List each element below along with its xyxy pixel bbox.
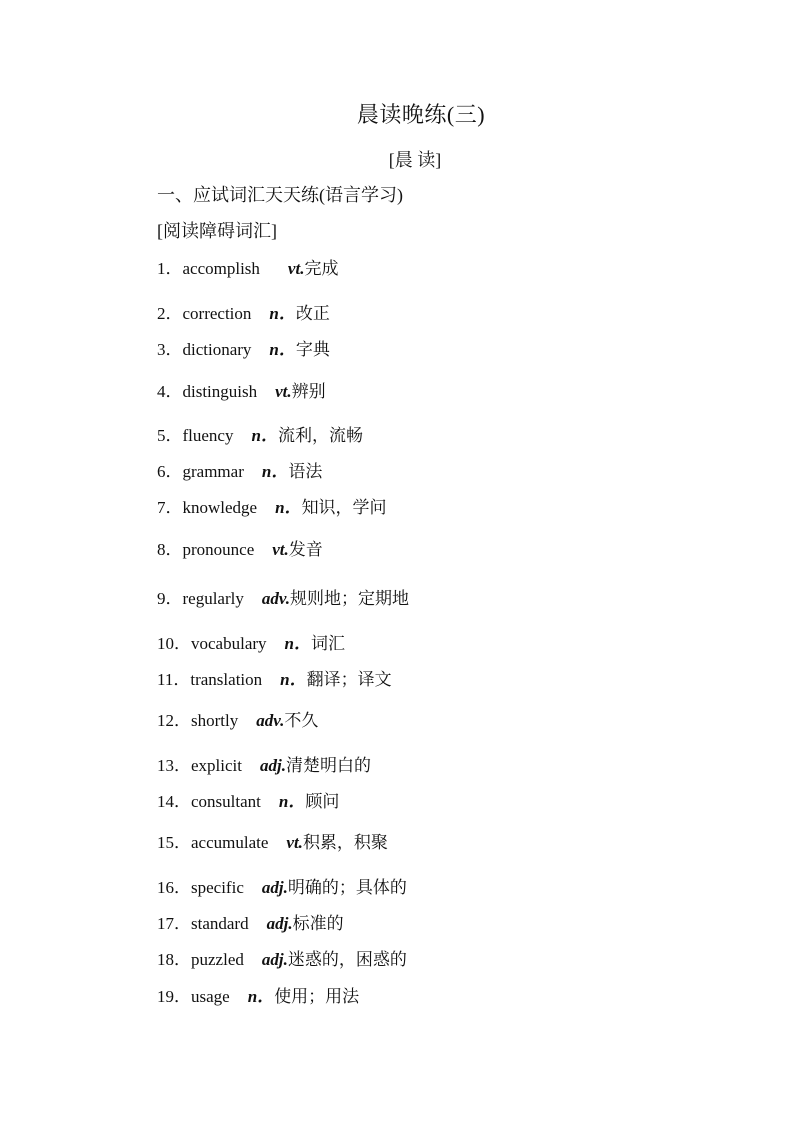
vocab-item [157,497,387,519]
item-number: 4． [157,382,183,401]
item-meaning: 积累，积聚 [302,833,388,852]
item-pos: adj. [261,950,288,969]
vocab-item [157,832,388,854]
item-meaning: 辨别 [291,382,326,401]
vocab-item [157,877,407,899]
item-number: 6． [157,462,183,481]
page-title: 晨读晚练(三) [356,102,486,127]
item-meaning: 翻译；译文 [306,670,392,689]
item-word: knowledge [182,498,258,517]
item-pos: vt. [286,833,303,852]
item-word: usage [191,987,230,1006]
vocab-item [157,986,359,1008]
vocab-item [157,791,339,813]
item-pos: n． [275,498,302,517]
item-meaning: 词汇 [311,634,345,653]
vocab-item [157,303,330,325]
item-number: 14． [157,792,191,811]
item-word: accumulate [191,833,269,852]
vocab-item [157,258,338,280]
item-pos: adv. [256,711,285,730]
vocab-item [157,949,407,971]
item-meaning: 流利，流畅 [277,426,363,445]
item-pos: n． [269,304,296,323]
item-word: regularly [182,589,244,608]
item-word: consultant [191,792,261,811]
item-pos: n． [280,670,307,689]
item-meaning: 迷惑的，困惑的 [287,950,407,969]
item-number: 3． [157,340,183,359]
item-word: grammar [182,462,244,481]
item-pos: adv. [261,589,291,608]
item-number: 19． [157,987,191,1006]
vocab-item [157,425,363,447]
item-number: 18． [157,950,191,969]
item-number: 16． [157,878,191,897]
item-meaning: 标准的 [292,914,344,933]
item-meaning: 清楚明白的 [285,756,371,775]
vocab-item [157,913,344,935]
item-number: 2． [157,304,183,323]
vocab-item [157,381,326,403]
item-word: dictionary [182,340,252,359]
section-heading: 一、应试词汇天天练(语言学习) [157,185,403,205]
item-number: 8． [157,540,183,559]
item-meaning: 知识，学问 [301,498,387,517]
item-word: translation [190,670,263,689]
item-number: 12． [157,711,191,730]
item-word: puzzled [191,950,244,969]
item-word: standard [191,914,249,933]
item-number: 7． [157,498,183,517]
item-meaning: 改正 [295,304,330,323]
item-meaning: 字典 [295,340,330,359]
item-pos: adj. [259,756,286,775]
item-pos: vt. [275,382,292,401]
item-meaning: 规则地；定期地 [290,589,410,608]
subtitle: [晨 读] [388,150,442,170]
item-meaning: 发音 [288,540,323,559]
item-pos: n． [247,987,275,1006]
item-number: 11． [157,670,191,689]
item-pos: vt. [287,259,305,278]
item-word: explicit [191,756,242,775]
vocab-item [157,710,318,732]
item-meaning: 完成 [304,259,339,278]
item-meaning: 顾问 [305,792,340,811]
item-word: pronounce [182,540,255,559]
item-word: vocabulary [191,634,267,653]
item-number: 10． [157,634,191,653]
item-meaning: 明确的；具体的 [287,878,407,897]
item-word: distinguish [182,382,258,401]
item-pos: n． [261,462,289,481]
item-pos: adj. [261,878,288,897]
item-word: correction [182,304,252,323]
item-number: 9． [157,589,183,608]
vocab-item [157,669,392,691]
item-word: specific [191,878,244,897]
subsection-heading: [阅读障碍词汇] [157,221,277,241]
item-pos: vt. [272,540,289,559]
item-pos: n． [284,634,311,653]
item-number: 1． [157,259,183,278]
item-meaning: 不久 [284,711,319,730]
item-number: 17． [157,914,191,933]
vocab-item [157,633,345,655]
vocab-item [157,339,330,361]
vocab-item [157,588,409,610]
item-pos: n． [278,792,306,811]
item-number: 15． [157,833,191,852]
item-meaning: 使用；用法 [274,987,360,1006]
item-number: 5． [157,426,183,445]
item-meaning: 语法 [288,462,323,481]
item-pos: adj. [266,914,293,933]
item-word: accomplish [182,259,260,278]
vocab-item [157,461,322,483]
vocab-item [157,755,371,777]
item-pos: n． [251,426,278,445]
item-number: 13． [157,756,191,775]
vocab-item [157,539,323,561]
item-pos: n． [269,340,296,359]
item-word: fluency [182,426,234,445]
item-word: shortly [191,711,239,730]
